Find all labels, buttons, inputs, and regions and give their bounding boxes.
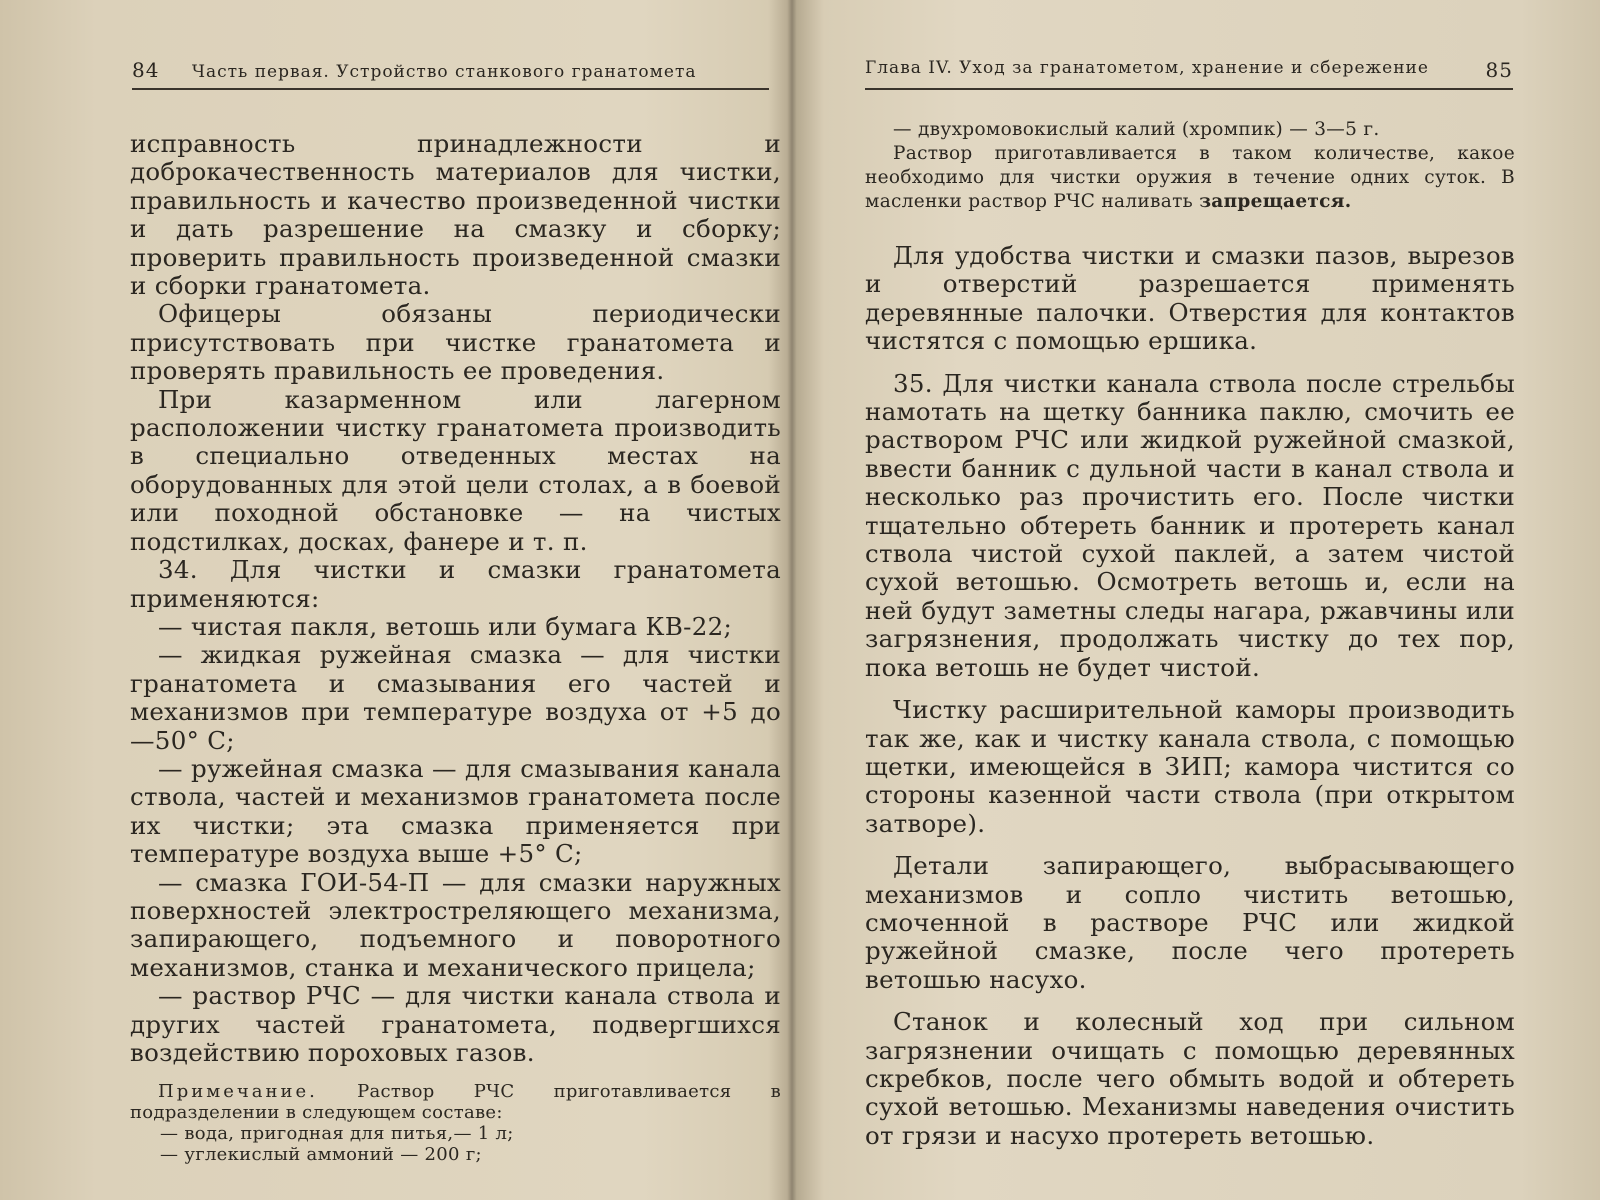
paragraph: Станок и колесный ход при сильном загрязнении очищать с помощью деревянных скребков, после чего обмыть водой и обтереть сухой ветошью. Механизмы наведения очистить от грязи и насухо протереть ветошью. (865, 1007, 1515, 1150)
list-item: — смазка ГОИ-54-П — для смазки наружных поверхностей электростреляющего механизма, запирающего, подъемного и поворотного механизмов, станка и механического прицела; (130, 867, 781, 982)
list-item: — раствор РЧС — для чистки канала ствола и других частей гранатомета, подвергшихся воздействию пороховых газов. (130, 981, 781, 1067)
note-item: — вода, пригодная для питья,— 1 л; (160, 1123, 514, 1145)
paragraph: 35. Для чистки канала ствола после стрельбы намотать на щетку банника паклю, смочить ее раствором РЧС или жидкой ружейной смазкой, ввести банник с дульной части в канал ствола и несколько раз прочистить его. После чистки тщательно обтереть банник и протереть канал ствола чистой сухой паклей, а затем чистой сухой ветошью. Осмотреть ветошь и, если на ней будут заметны следы нагара, ржавчины или загрязнения, продолжать чистку до тех пор, пока ветошь не будет чистой. (865, 368, 1515, 682)
note-item: — углекислый аммоний — 200 г; (160, 1144, 482, 1166)
running-head-right (865, 58, 1513, 90)
running-head-title-left: Часть первая. Устройство станкового гранатомета (191, 62, 697, 82)
page-number-right: 85 (1485, 58, 1513, 82)
paragraph: 34. Для чистки и смазки гранатомета применяются: (130, 555, 781, 613)
paragraph: исправность принадлежности и доброкачественность материалов для чистки, правильность и качество произведенной чистки и дать разрешение на смазку и сборку; проверить правильность произведенной смазки и сборки гранатомета. (130, 129, 781, 301)
running-head-title-right: Глава IV. Уход за гранатометом, хранение и сбережение (865, 58, 1429, 78)
note-item: — двухромовокислый калий (хромпик) — 3—5 г. (893, 119, 1380, 140)
page-number-left: 84 (132, 58, 160, 82)
paragraph: Для удобства чистки и смазки пазов, вырезов и отверстий разрешается применять деревянные палочки. Отверстия для контактов чистятся с помощью ершика. (865, 241, 1515, 356)
note-text: Раствор приготавливается в таком количестве, какое необходимо для чистки оружия в течение одних суток. В масленки раствор РЧС наливать (865, 143, 1515, 212)
paragraph: Чистку расширительной каморы производить так же, как и чистку канала ствола, с помощью щетки, имеющейся в ЗИП; камора чистится со стороны казенной части ствола (при открытом затворе). (865, 695, 1515, 838)
note-text: Раствор РЧС приготавливается в подразделении в следующем составе: (130, 1081, 782, 1124)
note-bold-word: запрещается. (1199, 191, 1352, 212)
note-continuation (865, 118, 1515, 214)
list-item: — ружейная смазка — для смазывания канала ствола, частей и механизмов гранатомета после их чистки; эта смазка применяется при температуре воздуха выше +5° С; (130, 753, 781, 869)
paragraph: Детали запирающего, выбрасывающего механизмов и сопло чистить ветошью, смоченной в растворе РЧС или жидкой ружейной смазке, после чего протереть ветошью насухо. (865, 851, 1515, 994)
paragraph: При казарменном или лагерном расположении чистку гранатомета производить в специально отведенных местах на оборудованных для этой цели столах, а в боевой или походной обстановке — на чистых подстилках, досках, фанере и т. п. (130, 384, 781, 556)
paragraph: Офицеры обязаны периодически присутствовать при чистке гранатомета и проверять правильность ее проведения. (130, 299, 781, 386)
right-page-body (865, 118, 1515, 1150)
list-item: — жидкая ружейная смазка — для чистки гранатомета и смазывания его частей и механизмов при температуре воздуха от +5 до —50° С; (130, 640, 781, 755)
right-page (800, 0, 1600, 1200)
note-label: Примечание. (158, 1081, 318, 1103)
running-head-left (132, 58, 769, 90)
left-page-body (130, 130, 781, 1165)
list-item: — чистая пакля, ветошь или бумага КВ-22; (158, 611, 733, 641)
note-block (130, 1081, 781, 1165)
